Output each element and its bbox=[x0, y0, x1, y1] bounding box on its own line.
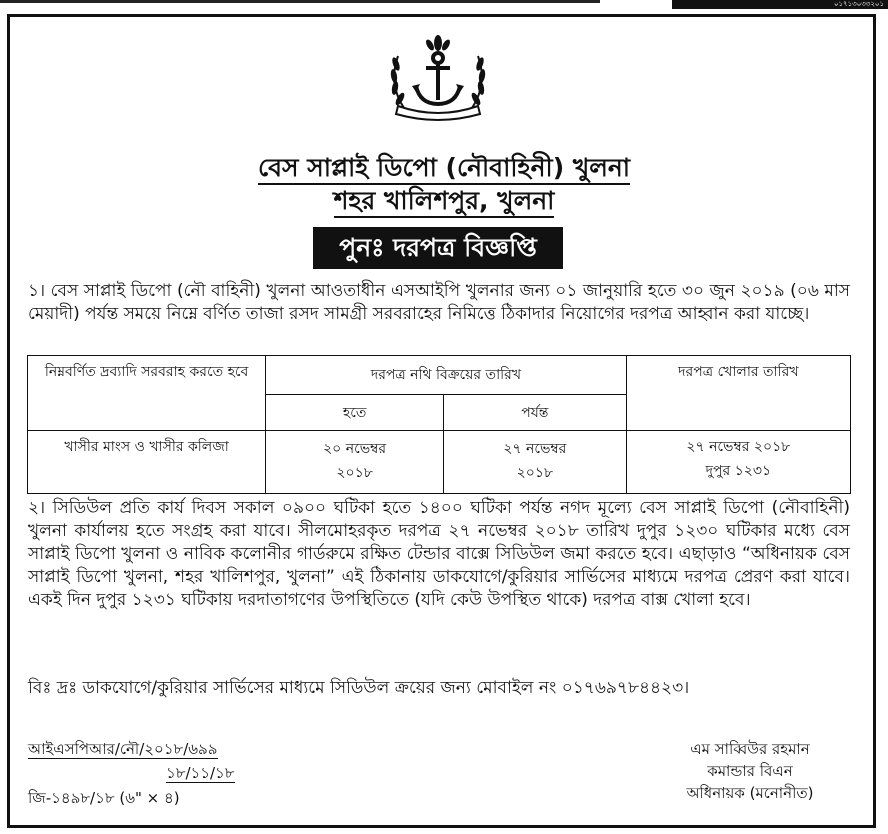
signatory-name: এম সাব্বিউর রহমান bbox=[690, 740, 810, 758]
open-time: দুপুর ১২৩১ bbox=[705, 463, 772, 479]
open-date-cell bbox=[626, 431, 850, 494]
from-date-cell: ২০ নভেম্বর ২০১৮ bbox=[266, 431, 444, 494]
top-rule bbox=[0, 0, 600, 3]
col-from-header: হতে bbox=[266, 395, 444, 431]
g-code: জি-১৪৯৮/১৮ (৬" × ৪) bbox=[28, 789, 180, 807]
signature-block bbox=[650, 738, 850, 804]
note: বিঃ দ্রঃ ডাকযোগে/কুরিয়ার সার্ভিসের মাধ্যমে সিডিউল ক্রয়ের জন্য মোবাইল নং ০১৭৬৯৭৮৪৪২৩। bbox=[28, 678, 690, 698]
header-title: বেস সাপ্লাই ডিপো (নৌবাহিনী) খুলনা bbox=[0, 148, 888, 191]
tender-table bbox=[27, 355, 851, 494]
reference-date: ১৮/১১/১৮ bbox=[166, 764, 235, 782]
paragraph-1: ১। বেস সাপ্লাই ডিপো (নৌ বাহিনী) খুলনা আওতাধীন এসআইপি খুলনার জন্য ০১ জানুয়ারি হতে ৩০ জুন ২০১৯ (০৬ মাস মেয়াদী) পর্যন্ত সময়ে নিম্নে বর্ণিত তাজা রসদ সামগ্রী সরবরাহের নিমিত্তে ঠিকাদার নিয়োগের দরপত্র আহ্বান করা যাচ্ছে। bbox=[28, 281, 850, 324]
col-open-header: দরপত্র খোলার তারিখ bbox=[626, 356, 850, 431]
reference-number: আইএসপিআর/নৌ/২০১৮/৬৯৯ bbox=[28, 740, 218, 758]
item-cell: খাসীর মাংস ও খাসীর কলিজা bbox=[28, 431, 266, 494]
paragraph-2: ২। সিডিউল প্রতি কার্য দিবস সকাল ০৯০০ ঘটিকা হতে ১৪০০ ঘটিকা পর্যন্ত নগদ মূল্যে বেস সাপ্লাই ডিপো (নৌবাহিনী) খুলনা কার্যালয় হতে সংগ্রহ করা যাবে। সীলমোহরকৃত দরপত্র ২৭ নভেম্বর ২০১৮ তারিখ দুপুর ১২৩০ ঘটিকার মধ্যে বেস সাপ্লাই ডিপো খুলনা ও নাবিক কলোনীর গার্ডরুমে রক্ষিত টেন্ডার বাক্সে সিডিউল জমা করতে হবে। এছাড়াও “অধিনায়ক বেস সাপ্লাই ডিপো খুলনা, শহর খালিশপুর, খুলনা” এই ঠিকানায় ডাকযোগে/কুরিয়ার সার্ভিসের মাধ্যমে দরপত্র প্রেরণ করা যাবে। একই দিন দুপুর ১২৩১ ঘটিকায় দরদাতাগণের উপস্থিতিতে (যদি কেউ উপস্থিত থাকে) দরপত্র বাক্স খোলা হবে। bbox=[28, 498, 850, 610]
top-code: ০১৭১৩০৩৩২০১ bbox=[672, 0, 888, 9]
top-strip bbox=[0, 0, 888, 10]
anchor-emblem-icon bbox=[384, 34, 492, 122]
to-date-cell: ২৭ নভেম্বর ২০১৮ bbox=[444, 431, 627, 494]
col-to-header: পর্যন্ত bbox=[444, 395, 627, 431]
header-address: শহর খালিশপুর, খুলনা bbox=[0, 181, 888, 224]
signatory-title: অধিনায়ক (মনোনীত) bbox=[686, 784, 814, 802]
col-items-header: নিম্নবর্ণিত দ্রব্যাদি সরবরাহ করতে হবে bbox=[28, 356, 266, 431]
open-date: ২৭ নভেম্বর ২০১৮ bbox=[686, 439, 791, 455]
notice-banner: পুনঃ দরপত্র বিজ্ঞপ্তি bbox=[313, 227, 563, 269]
col-sale-header: দরপত্র নথি বিক্রয়ের তারিখ bbox=[266, 356, 626, 395]
signatory-rank: কমান্ডার বিএন bbox=[707, 762, 793, 780]
